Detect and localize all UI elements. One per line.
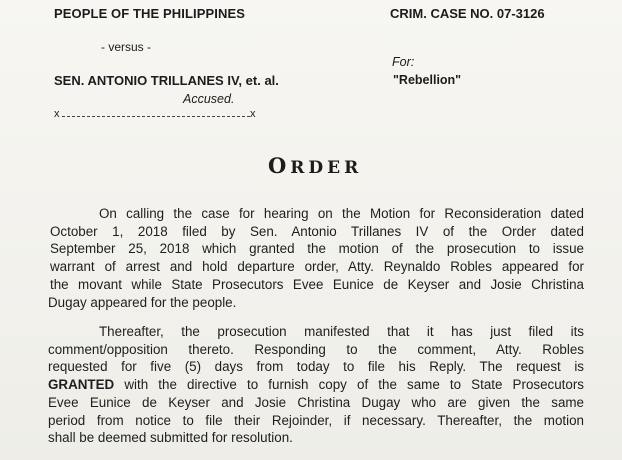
granted-rest: with the directive to furnish copy of the same to State Prosecutors	[114, 377, 584, 393]
paragraph1-line: On calling the case for hearing on the Motion for Reconsideration dated	[99, 206, 584, 221]
paragraph1-line: the movant while State Prosecutors Evee Eunice de Keyser and Josie Christina	[50, 276, 584, 292]
paragraph1-line: Dugay appeared for the people.	[48, 294, 237, 310]
divider-left-mark: x	[54, 108, 60, 120]
paragraph2-line: Thereafter, the prosecution manifested that it has just filed its	[99, 324, 584, 339]
for-label: For:	[392, 55, 415, 69]
paragraph-order	[48, 323, 584, 447]
granted-text: GRANTED	[48, 377, 115, 393]
paragraph2-line: period from notice to file their Rejoinder, if necessary. Thereafter, the motion	[48, 412, 584, 428]
paragraph2-line: requested for five (5) days from today to file his Reply. The request is	[48, 359, 584, 375]
plaintiff-caption: PEOPLE OF THE PHILIPPINES	[54, 6, 246, 21]
paragraph2-line	[48, 376, 584, 394]
accused-label: Accused.	[183, 92, 235, 106]
charge-label: "Rebellion"	[393, 73, 462, 87]
paragraph-hearing	[48, 205, 584, 311]
paragraph1-line: September 25, 2018 which granted the motion of the prosecution to issue	[50, 241, 584, 257]
document-title	[268, 153, 362, 178]
divider-right-mark: x	[250, 108, 256, 120]
caption-divider	[54, 108, 259, 122]
paragraph2-line: Evee Eunice de Keyser and Josie Christina Dugay who are given the same	[48, 394, 584, 410]
paragraph1-line: warrant of arrest and hold departure order, Atty. Reynaldo Robles appeared for	[50, 259, 584, 275]
title-rest: RDER	[290, 158, 363, 178]
title-initial: O	[268, 153, 291, 178]
versus-label: - versus -	[101, 40, 152, 54]
case-number: CRIM. CASE NO. 07-3126	[390, 6, 545, 21]
divider-dashed-line	[62, 116, 250, 117]
accused-name: SEN. ANTONIO TRILLANES IV, et. al.	[54, 73, 279, 88]
paragraph2-line: shall be deemed submitted for resolution.	[48, 430, 293, 446]
paragraph1-line: October 1, 2018 filed by Sen. Antonio Trillanes IV of the Order dated	[50, 223, 584, 239]
paragraph2-line: comment/opposition thereto. Responding to the comment, Atty. Robles	[48, 341, 584, 357]
